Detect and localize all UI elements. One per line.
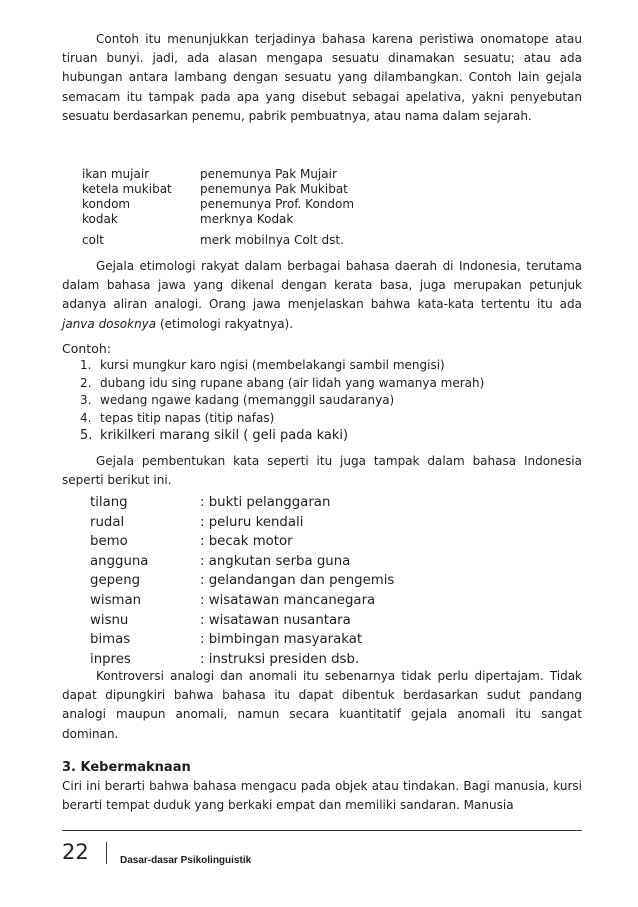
- section-heading: 3. Kebermaknaan: [62, 760, 191, 775]
- page-number: 22: [62, 840, 89, 864]
- paragraph-etimologi: Gejala etimologi rakyat dalam berbagai bahasa daerah di Indonesia, terutama dalam bahasa jawa yang dikenal dengan kerata basa, juga merupakan petunjuk adanya aliran analogi. Orang jawa menjelaskan bahwa kata-kata tertentu itu ada janva dosoknya (etimologi rakyatnya).: [62, 259, 582, 331]
- list-item: 4. tepas titip napas (titip nafas): [80, 410, 275, 425]
- footer-rule: [62, 830, 582, 831]
- list-item: 2. dubang idu sing rupane abang (air lidah yang wamanya merah): [80, 375, 485, 390]
- book-page: Contoh itu menunjukkan terjadinya bahasa karena peristiwa onomatope atau tiruan bunyi. jadi, ada alasan mengapa sesuatu dinamakan sesuatu; atau ada hubungan antara lambang dengan sesuatu yang dilambangkan. Contoh lain gejala semacam itu tampak pada apa yang disebut sebagai apelativa, yakni penyebutan sesuatu berdasarkan penemu, pabrik pembuatnya, atau nama dalam sejarah. ikan mujair penemunya Pak Mujair ketela mukibat penemunya Pak Mukibat kondom penemunya Prof. Kondom kodak merknya Kodak colt merk mobilnya Colt dst. Gejala etimologi rakyat dalam berbagai bahasa daerah di Indonesia, terutama dalam bahasa jawa yang dikenal dengan kerata basa, juga merupakan petunjuk adanya aliran analogi. Orang jawa menjelaskan bahwa kata-kata tertentu itu ada janva dosoknya (etimologi rakyatnya). Contoh: 1. kursi mungkur karo ngisi (membelakangi sambil mengisi) 2. dubang idu sing rupane abang (air lidah yang wamanya merah) 3. wedang ngawe kadang (memanggil saudaranya) 4. tepas titip napas (titip nafas) 5. krikilkeri marang sikil ( geli pada kaki) Gejala pembentukan kata seperti itu juga tampak dalam bahasa Indonesia seperti berikut ini. tilang : bukti pelanggaran rudal : peluru kendali bemo : becak motor angguna : angkutan serba guna gepeng : gelandangan dan pengemis wisman : wisatawan mancanegara wisnu : wisatawan nusantara bimas : bimbingan masyarakat inpres : instruksi presiden dsb. Kontroversi analogi dan anomali itu sebenarnya tidak perlu dipertajam. Tidak dapat dipungkiri bahwa bahasa itu dapat dibentuk berdasarkan sudut pandang analogi maupun anomali, namun secara kuantitatif gejala anomali itu sangat dominan. 3. Kebermaknaan Ciri ini berarti bahwa bahasa mengacu pada objek atau tindakan. Bagi manusia, kursi berarti tempat duduk yang berkaki empat dan memiliki sandaran. Manusia 22 Dasar-dasar Psikolinguistik: [62, 32, 582, 866]
- book-title: Dasar-dasar Psikolinguistik: [120, 855, 252, 866]
- contoh-label: Contoh:: [62, 341, 111, 356]
- footer-divider: [106, 842, 107, 864]
- paragraph-pembentukan-kata: Gejala pembentukan kata seperti itu juga tampak dalam bahasa Indonesia seperti berikut ini.: [62, 454, 582, 488]
- list-item: 1. kursi mungkur karo ngisi (membelakangi sambil mengisi): [80, 358, 445, 372]
- list-item: 5. krikilkeri marang sikil ( geli pada kaki): [80, 428, 349, 444]
- italic-term: janva dosoknya: [62, 316, 157, 331]
- paragraph-kontroversi: Kontroversi analogi dan anomali itu sebenarnya tidak perlu dipertajam. Tidak dapat dipungkiri bahwa bahasa itu dapat dibentuk berdasarkan sudut pandang analogi maupun anomali, namun secara kuantitatif gejala anomali itu sangat dominan.: [62, 669, 582, 741]
- paragraph-onomatope: Contoh itu menunjukkan terjadinya bahasa karena peristiwa onomatope atau tiruan bunyi. jadi, ada alasan mengapa sesuatu dinamakan sesuatu; atau ada hubungan antara lambang dengan sesuatu yang dilambangkan. Contoh lain gejala semacam itu tampak pada apa yang disebut sebagai apelativa, yakni penyebutan sesuatu berdasarkan penemu, pabrik pembuatnya, atau nama dalam sejarah.: [62, 32, 582, 123]
- contoh-list: [80, 357, 484, 445]
- list-item: 3. wedang ngawe kadang (memanggil saudaranya): [80, 393, 395, 408]
- paragraph-kebermaknaan: Ciri ini berarti bahwa bahasa mengacu pada objek atau tindakan. Bagi manusia, kursi berarti tempat duduk yang berkaki empat dan memiliki sandaran. Manusia: [62, 779, 582, 813]
